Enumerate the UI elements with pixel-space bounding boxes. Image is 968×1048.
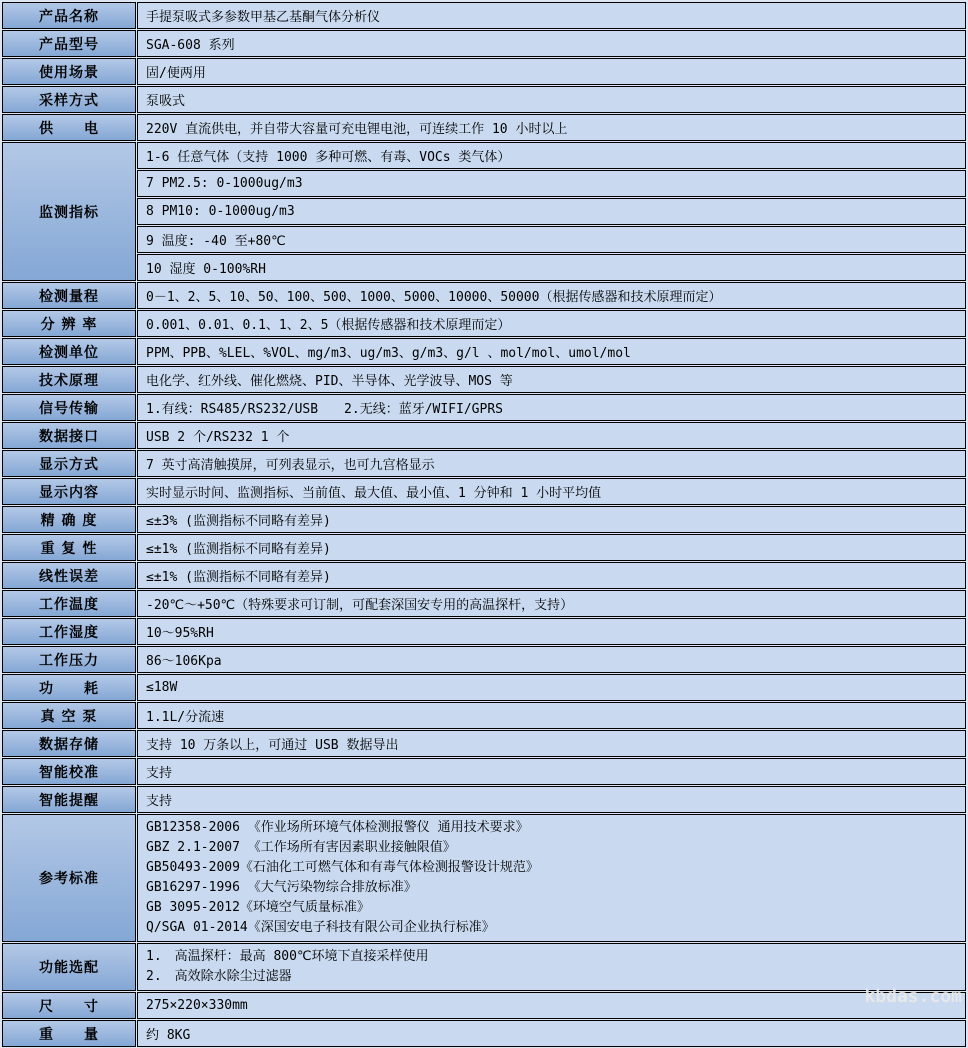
spec-value-cell: SGA-608 系列 [137, 30, 966, 57]
spec-value-line: GB12358-2006 《作业场所环境气体检测报警仪 通用技术要求》 [146, 820, 529, 835]
spec-label-cell: 线性误差 [2, 562, 136, 589]
spec-value-line: GB16297-1996 《大气污染物综合排放标准》 [146, 880, 417, 895]
spec-value-cell: 8 PM10: 0-1000ug/m3 [137, 198, 966, 225]
spec-label-cell: 数据接口 [2, 422, 136, 449]
spec-value-cell [137, 943, 966, 991]
table-row [2, 534, 966, 561]
table-row [2, 30, 966, 57]
table-row [2, 366, 966, 393]
table-row [2, 114, 966, 141]
table-row [2, 450, 966, 477]
spec-value-cell: 实时显示时间、监测指标、当前值、最大值、最小值、1 分钟和 1 小时平均值 [137, 478, 966, 505]
spec-value-line: GB50493-2009《石油化工可燃气体和有毒气体检测报警设计规范》 [146, 860, 539, 875]
spec-label-cell: 显示方式 [2, 450, 136, 477]
table-row [2, 142, 966, 169]
spec-value-cell: 支持 10 万条以上，可通过 USB 数据导出 [137, 730, 966, 757]
table-row [2, 506, 966, 533]
table-row [2, 590, 966, 617]
spec-value-cell: 固/便两用 [137, 58, 966, 85]
table-row [2, 674, 966, 701]
spec-value-cell: 约 8KG [137, 1020, 966, 1047]
table-row [2, 786, 966, 813]
spec-label-cell: 分 辨 率 [2, 310, 136, 337]
table-row [2, 198, 966, 225]
spec-table [1, 1, 967, 1048]
spec-value-cell: 泵吸式 [137, 86, 966, 113]
spec-value-cell: 9 温度: -40 至+80℃ [137, 226, 966, 253]
spec-value-cell: -20℃～+50℃（特殊要求可订制，可配套深国安专用的高温探杆，支持） [137, 590, 966, 617]
spec-value-cell: ≤±3% (监测指标不同略有差异) [137, 506, 966, 533]
spec-value-cell: 1.1L/分流速 [137, 702, 966, 729]
spec-value-cell: 275×220×330mm [137, 992, 966, 1019]
spec-label-cell: 使用场景 [2, 58, 136, 85]
watermark: kbdas.com [864, 986, 962, 1007]
table-row [2, 422, 966, 449]
table-row [2, 943, 966, 991]
table-row [2, 646, 966, 673]
spec-label-cell: 技术原理 [2, 366, 136, 393]
spec-label-cell: 智能校准 [2, 758, 136, 785]
spec-value-cell: USB 2 个/RS232 1 个 [137, 422, 966, 449]
spec-value-cell: ≤±1% (监测指标不同略有差异) [137, 562, 966, 589]
table-row [2, 814, 966, 942]
spec-value-cell: 支持 [137, 786, 966, 813]
spec-label-cell: 产品型号 [2, 30, 136, 57]
spec-value-cell: 220V 直流供电，并自带大容量可充电锂电池，可连续工作 10 小时以上 [137, 114, 966, 141]
spec-value-cell: 手提泵吸式多参数甲基乙基酮气体分析仪 [137, 2, 966, 29]
spec-value-cell: 10～95%RH [137, 618, 966, 645]
spec-label-cell: 检测单位 [2, 338, 136, 365]
table-row [2, 992, 966, 1019]
spec-value-cell: ≤18W [137, 674, 966, 701]
spec-value-cell [137, 814, 966, 942]
spec-label-cell: 智能提醒 [2, 786, 136, 813]
spec-label-cell: 采样方式 [2, 86, 136, 113]
spec-label-cell: 监测指标 [2, 142, 136, 281]
table-row [2, 394, 966, 421]
table-row [2, 170, 966, 197]
spec-value-line: 2. 高效除水除尘过滤器 [146, 969, 292, 984]
table-row [2, 338, 966, 365]
spec-value-cell: 支持 [137, 758, 966, 785]
spec-value-cell: 7 PM2.5: 0-1000ug/m3 [137, 170, 966, 197]
table-row [2, 58, 966, 85]
spec-value-cell: 电化学、红外线、催化燃烧、PID、半导体、光学波导、MOS 等 [137, 366, 966, 393]
spec-value-line: Q/SGA 01-2014《深国安电子科技有限公司企业执行标准》 [146, 920, 495, 935]
spec-value-cell: 0－1、2、5、10、50、100、500、1000、5000、10000、50000（根据传感器和技术原理而定） [137, 282, 966, 309]
spec-label-cell: 尺 寸 [2, 992, 136, 1019]
product-spec-sheet [0, 1, 968, 1043]
table-row [2, 478, 966, 505]
table-row [2, 562, 966, 589]
spec-label-cell: 工作压力 [2, 646, 136, 673]
spec-label-cell: 功 耗 [2, 674, 136, 701]
spec-label-cell: 精 确 度 [2, 506, 136, 533]
table-row [2, 758, 966, 785]
spec-label-cell: 功能选配 [2, 943, 136, 991]
spec-label-cell: 检测量程 [2, 282, 136, 309]
table-row [2, 618, 966, 645]
spec-label-cell: 信号传输 [2, 394, 136, 421]
spec-label-cell: 数据存储 [2, 730, 136, 757]
spec-value-cell: 7 英寸高清触摸屏，可列表显示，也可九宫格显示 [137, 450, 966, 477]
table-row [2, 254, 966, 281]
spec-label-cell: 参考标准 [2, 814, 136, 942]
spec-label-cell: 产品名称 [2, 2, 136, 29]
table-row [2, 226, 966, 253]
spec-label-cell: 重 复 性 [2, 534, 136, 561]
table-row [2, 702, 966, 729]
spec-value-cell: PPM、PPB、%LEL、%VOL、mg/m3、ug/m3、g/m3、g/l 、mol/mol、umol/mol [137, 338, 966, 365]
table-row [2, 282, 966, 309]
spec-label-cell: 供 电 [2, 114, 136, 141]
spec-value-cell: 0.001、0.01、0.1、1、2、5（根据传感器和技术原理而定） [137, 310, 966, 337]
spec-value-cell: 10 湿度 0-100%RH [137, 254, 966, 281]
spec-value-line: GB 3095-2012《环境空气质量标准》 [146, 900, 370, 915]
spec-label-cell: 真 空 泵 [2, 702, 136, 729]
spec-value-cell: 1.有线：RS485/RS232/USB 2.无线：蓝牙/WIFI/GPRS [137, 394, 966, 421]
table-row [2, 730, 966, 757]
spec-value-cell: 1-6 任意气体（支持 1000 多种可燃、有毒、VOCs 类气体） [137, 142, 966, 169]
spec-value-cell: ≤±1% (监测指标不同略有差异) [137, 534, 966, 561]
spec-label-cell: 显示内容 [2, 478, 136, 505]
spec-value-line: GBZ 2.1-2007 《工作场所有害因素职业接触限值》 [146, 840, 456, 855]
spec-value-line: 1. 高温探杆：最高 800℃环境下直接采样使用 [146, 949, 429, 964]
table-row [2, 86, 966, 113]
table-row [2, 2, 966, 29]
table-row [2, 310, 966, 337]
table-row [2, 1020, 966, 1047]
spec-label-cell: 工作温度 [2, 590, 136, 617]
spec-label-cell: 工作湿度 [2, 618, 136, 645]
spec-value-cell: 86～106Kpa [137, 646, 966, 673]
spec-label-cell: 重 量 [2, 1020, 136, 1047]
